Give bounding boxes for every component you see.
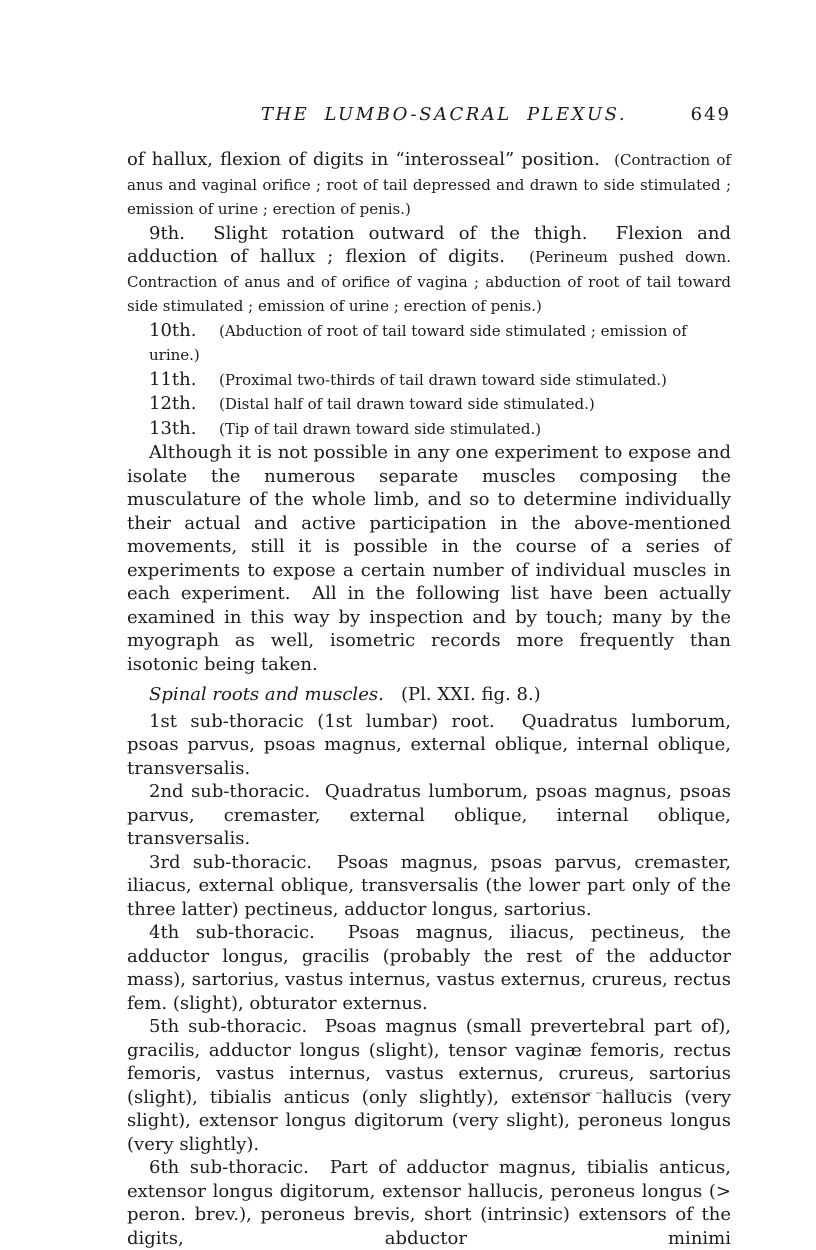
running-title: THE LUMBO-SACRAL PLEXUS. (260, 104, 628, 125)
paragraph (127, 1015, 737, 1156)
text-run: 2nd sub-thoracic. Quadratus lumborum, psoas magnus, psoas parvus, cremaster, external oblique, internal oblique, transversalis. (127, 781, 737, 849)
list-item-number: 13th. (149, 417, 197, 439)
paragraph (127, 710, 737, 781)
paragraph (127, 851, 737, 922)
text-run: (Perineum pushed down. Contraction of anus and of orifice of vagina ; abduction of root of tail toward side stimulated ; emission of urine ; erection of penis.) (127, 248, 741, 315)
list-item (127, 368, 731, 393)
paragraph (127, 148, 736, 222)
paragraph (127, 441, 737, 676)
list-item-number: 10th. (149, 319, 197, 341)
page-header (127, 104, 731, 128)
list-item-text: (Distal half of tail drawn toward side stimulated.) (219, 395, 595, 413)
paragraph (127, 1156, 737, 1250)
text-run: 3rd sub-thoracic. Psoas magnus, psoas parvus, cremaster, iliacus, external oblique, transversalis (the lower part only of the three latter) pectineus, adductor longus, sartorius. (127, 851, 737, 920)
paragraph (127, 921, 737, 1015)
list-item-text: (Proximal two-thirds of tail drawn toward side stimulated.) (219, 370, 667, 389)
list-item-text: (Abduction of root of tail toward side stimulated ; emission of urine.) (149, 321, 687, 364)
text-run: (Pl. XXI. fig. 8.) (383, 684, 541, 705)
paragraph (127, 222, 741, 319)
list-item (127, 392, 731, 417)
section-heading (127, 683, 731, 707)
text-run: Spinal roots and muscles. (149, 684, 384, 705)
text-run: 9th. Slight rotation outward of the thigh. Flexion and adduction of hallux ; flexion of digits. (127, 222, 737, 267)
scan-artifact-underline (545, 1092, 653, 1094)
list-item-number: 11th. (149, 368, 197, 390)
list-item-text: (Tip of tail drawn toward side stimulated.) (219, 419, 542, 438)
list-item (127, 417, 731, 442)
text-run: Although it is not possible in any one experiment to expose and isolate the numerous separate muscles composing the musculature of the whole limb, and so to determine individually their actual and active participation in the above-mentioned movements, still it is possible in the course of a series of experiments to expose a certain number of individual muscles in each experiment. All in the following list have been actually examined in this way by inspection and by touch; many by the myograph as well, isometric records more frequently than isotonic being taken. (127, 442, 737, 675)
page-body (127, 148, 741, 1250)
page-number: 649 (690, 104, 731, 125)
list-item (127, 319, 731, 368)
list-item-number: 12th. (149, 393, 197, 414)
text-run: 5th sub-thoracic. Psoas magnus (small prevertebral part of), gracilis, adductor longus (slight), tensor vaginæ femoris, rectus femoris, vastus internus, vastus externus, crureus, sartorius (slight), tibialis anticus (only slightly), extensor hallucis (very slight), extensor longus digitorum (very slight), peroneus longus (very slightly). (127, 1016, 737, 1155)
text-run: (Contraction of anus and vaginal orifice ; root of tail depressed and drawn to side stimulated ; emission of urine ; erection of penis.) (127, 151, 736, 218)
paragraph (127, 780, 737, 851)
text-run: of hallux, flexion of digits in “interosseal” position. (127, 149, 615, 170)
text-run: 4th sub-thoracic. Psoas magnus, iliacus, pectineus, the adductor longus, gracilis (probably the rest of the adductor mass), sartorius, vastus internus, vastus externus, crureus, rectus fem. (slight), obturator externus. (127, 922, 737, 1014)
text-run: 1st sub-thoracic (1st lumbar) root. Quadratus lumborum, psoas parvus, psoas magnus, external oblique, internal oblique, transversalis. (127, 710, 737, 779)
text-run: 6th sub-thoracic. Part of adductor magnus, tibialis anticus, extensor longus digitorum, extensor hallucis, peroneus longus (> peron. brev.), peroneus brevis, short (intrinsic) extensors of the digits, abductor minimi (127, 1157, 737, 1249)
